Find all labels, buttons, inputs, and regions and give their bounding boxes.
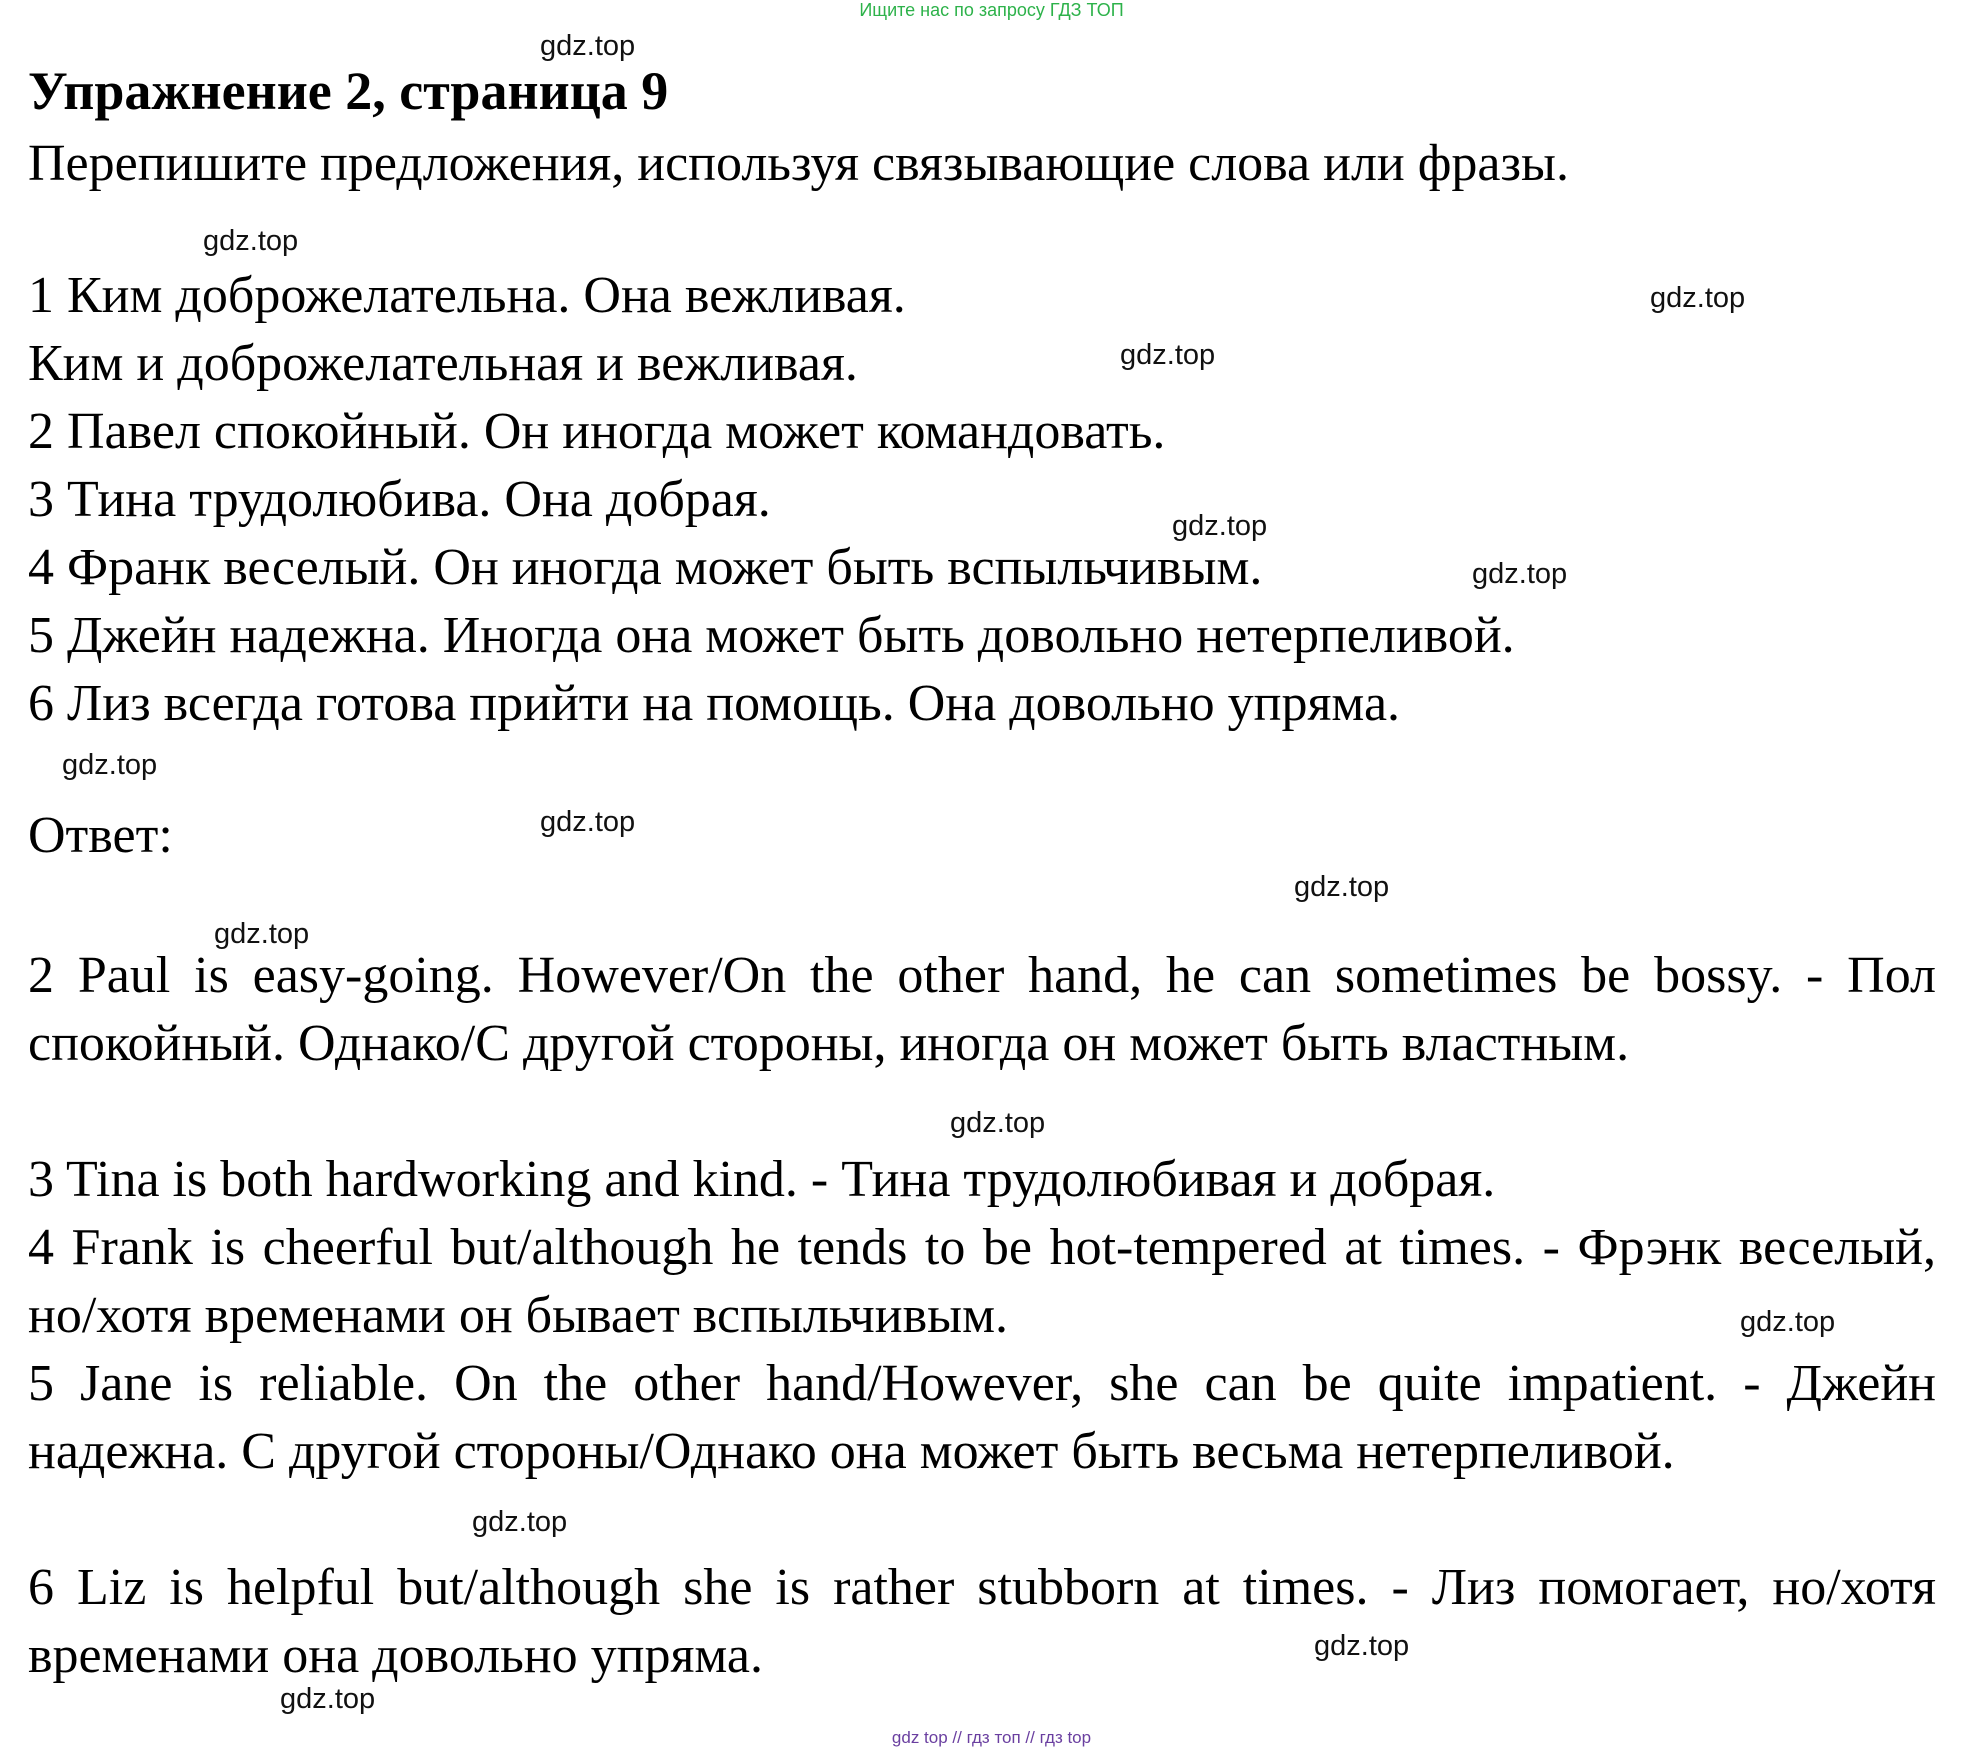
watermark: gdz.top [472, 1506, 568, 1538]
task-line-6: 6 Лиз всегда готова прийти на помощь. Она довольно упряма. [28, 675, 1401, 732]
task-line-3: 3 Тина трудолюбива. Она добрая. [28, 471, 771, 528]
answer-6: 6 Liz is helpful but/although she is rather stubborn at times. - Лиз помогает, но/хотя временами она довольно упряма. [28, 1559, 1936, 1684]
watermark: gdz.top [280, 1683, 376, 1715]
task-line-5: 5 Джейн надежна. Иногда она может быть довольно нетерпеливой. [28, 607, 1515, 664]
watermark: gdz.top [203, 225, 299, 257]
task-line-1: 1 Ким доброжелательна. Она вежливая. [28, 267, 906, 324]
watermark: gdz.top [1120, 339, 1216, 371]
watermark: gdz.top [950, 1107, 1046, 1139]
watermark: gdz.top [1294, 871, 1390, 903]
watermark: gdz.top [540, 30, 636, 62]
watermark: gdz.top [1472, 558, 1568, 590]
task-line-1-example: Ким и доброжелательная и вежливая. [28, 335, 858, 392]
answer-3: 3 Tina is both hardworking and kind. - Тина трудолюбивая и добрая. [28, 1151, 1496, 1208]
answer-label: Ответ: [28, 807, 173, 864]
page-title: Упражнение 2, страница 9 [28, 61, 669, 121]
answer-5: 5 Jane is reliable. On the other hand/However, she can be quite impatient. - Джейн надежна. С другой стороны/Однако она может быть весьма нетерпеливой. [28, 1355, 1936, 1480]
instruction-text: Перепишите предложения, используя связывающие слова или фразы. [28, 135, 1569, 192]
watermark: gdz.top [540, 806, 636, 838]
watermark: gdz.top [1650, 282, 1746, 314]
watermark: gdz.top [214, 918, 310, 950]
top-banner-link[interactable]: Ищите нас по запросу ГДЗ ТОП [859, 0, 1124, 20]
footer-links[interactable]: gdz top // гдз топ // гдз top [891, 1728, 1092, 1747]
task-line-2: 2 Павел спокойный. Он иногда может командовать. [28, 403, 1166, 460]
task-line-4: 4 Франк веселый. Он иногда может быть вспыльчивым. [28, 539, 1263, 596]
answer-2: 2 Paul is easy-going. However/On the other hand, he can sometimes be bossy. - Пол спокойный. Однако/С другой стороны, иногда он может быть властным. [28, 947, 1936, 1072]
answer-4: 4 Frank is cheerful but/although he tends to be hot-tempered at times. - Фрэнк веселый, но/хотя временами он бывает вспыльчивым. [28, 1219, 1936, 1344]
watermark: gdz.top [62, 749, 158, 781]
watermark: gdz.top [1172, 510, 1268, 542]
watermark: gdz.top [1314, 1630, 1410, 1662]
watermark: gdz.top [1740, 1306, 1836, 1338]
